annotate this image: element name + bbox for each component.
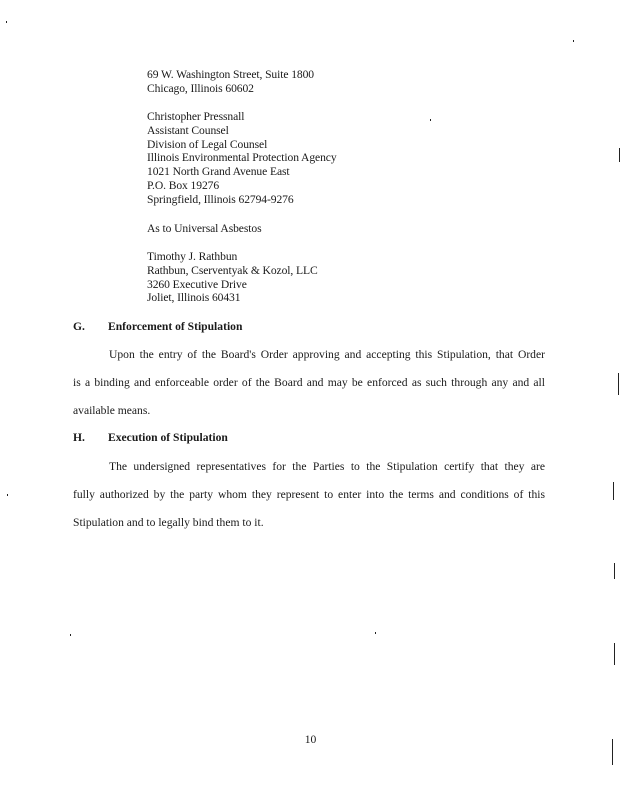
as-to-label [147,222,262,236]
paragraph-line: is a binding and enforceable order of the Board and may be enforced as such through any and all [73,376,545,389]
address-line: P.O. Box 19276 [147,178,220,192]
address-rathbun [147,250,318,305]
paragraph-line: available means. [73,404,151,417]
address-line: Rathbun, Cserventyak & Kozol, LLC [147,263,318,277]
section-title: Execution of Stipulation [108,431,228,444]
scan-artifact [7,494,8,496]
paragraph-line: Upon the entry of the Board's Order approving and accepting this Stipulation, that Order [109,348,545,361]
address-line: 1021 North Grand Avenue East [147,165,290,179]
address-line: Joliet, Illinois 60431 [147,291,241,305]
address-iepa [147,110,337,207]
scan-artifact [614,563,615,579]
section-title: Enforcement of Stipulation [108,320,243,333]
address-line: Christopher Pressnall [147,110,245,123]
scan-artifact [70,634,71,636]
section-letter: G. [73,320,85,333]
address-line: 69 W. Washington Street, Suite 1800 [147,68,315,81]
section-heading-g [73,320,242,333]
scan-artifact [614,643,615,665]
paragraph-line: The undersigned representatives for the Parties to the Stipulation certify that they are [109,460,545,473]
page-number: 10 [304,733,317,746]
scan-artifact [6,21,7,23]
address-line: 3260 Executive Drive [147,277,247,291]
address-line: Chicago, Illinois 60602 [147,81,254,95]
section-letter: H. [73,431,85,444]
scan-artifact [430,119,431,121]
scan-artifact [619,148,620,162]
address-line: Division of Legal Counsel [147,137,268,151]
address-line: Timothy J. Rathbun [147,250,238,263]
scan-artifact [573,40,574,42]
section-heading-h [73,431,228,444]
scan-artifact [613,482,614,500]
address-line: Illinois Environmental Protection Agency [147,151,337,165]
paragraph-line: Stipulation and to legally bind them to it. [73,516,264,529]
scan-artifact [618,373,619,395]
address-chicago [147,68,314,96]
scan-artifact [375,632,376,634]
address-line: Assistant Counsel [147,123,229,137]
paragraph-line: fully authorized by the party whom they represent to enter into the terms and conditions of this [73,488,545,501]
as-to-text: As to Universal Asbestos [147,222,262,235]
scan-artifact [612,739,613,765]
address-line: Springfield, Illinois 62794-9276 [147,192,294,206]
